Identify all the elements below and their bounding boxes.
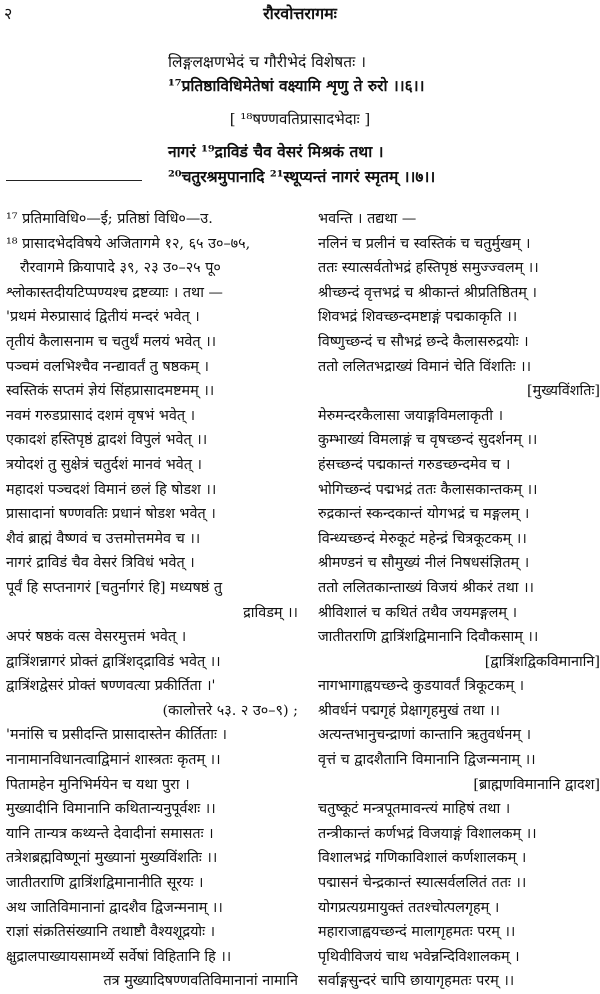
text-line: श्रीवर्धनं पद्मगृहं प्रेक्षागृहमुखं तथा ।। bbox=[318, 702, 500, 719]
text-line: भोगिच्छन्दं पद्मभद्रं ततः कैलासकान्तकम् ।। bbox=[318, 481, 538, 498]
text-line: पृथिवीविजयं चाथ भवेन्नन्दिविशालकम् । bbox=[318, 948, 520, 965]
text-line: द्राविडम् ।। bbox=[243, 604, 298, 621]
text-line: ततो ललितभद्राख्यं विमानं चेति विंशतिः ।। bbox=[318, 358, 532, 375]
verse-line: ¹⁷प्रतिष्ठाविधिमेतेषां वक्ष्यामि शृणु ते रुरो ।।६।। bbox=[168, 76, 425, 95]
text-line: मुख्यादीनि विमानानि कथितान्यनुपूर्वशः ।। bbox=[6, 801, 216, 818]
text-line: त्रयोदशं तु सुक्षेत्रं चतुर्दशं मानवं भवेत् । bbox=[6, 456, 202, 473]
text-line: सर्वाङ्गसुन्दरं चापि छायागृहमतः परम् ।। bbox=[318, 973, 515, 990]
page-number: २ bbox=[4, 4, 13, 23]
verse-line: नागरं ¹⁹द्राविडं चैव वेसरं मिश्रकं तथा । bbox=[168, 142, 384, 161]
footnote-column-right bbox=[318, 207, 600, 994]
text-line: नवमं गरुडप्रासादं दशमं वृषभं भवेत् । bbox=[6, 407, 196, 424]
text-line: क्षुद्रालपाख्यायसामर्थ्ये सर्वेषां विहितानि हि ।। bbox=[6, 948, 232, 965]
text-line: तत्रेशब्रह्मविष्णूनां मुख्यानां मुख्यविंशतिः ।। bbox=[6, 850, 218, 867]
text-line: ततः स्यात्सर्वतोभद्रं हस्तिपृष्ठं समुज्ज्वलम् ।। bbox=[318, 260, 539, 277]
text-line: पञ्चमं वलभिश्चैव नन्द्यावर्तं तु षष्ठकम् । bbox=[6, 358, 209, 375]
text-line: कुम्भाख्यं विमलाङ्गं च वृषच्छन्दं सुदर्शनम् ।। bbox=[318, 432, 538, 449]
text-line: द्वात्रिंशन्नागरं प्रोक्तं द्वात्रिंशद्द्राविडं भवेत् ।। bbox=[6, 653, 221, 670]
text-line: विशालभद्रं गणिकाविशालं कर्णशालकम् । bbox=[318, 850, 527, 867]
text-line: वृत्तं च द्वादशैतानि विमानानि द्विजन्मनाम् ।। bbox=[318, 752, 536, 769]
text-line: ¹⁸ प्रासादभेदविषये अजितागमे १२, ६५ उ०–७५, bbox=[6, 235, 251, 252]
text-line: यानि तान्यत्र कथ्यन्ते देवादीनां समासतः । bbox=[6, 825, 214, 842]
text-line: अत्यन्तभानुचन्द्राणां कान्तानि ऋतुवर्धनम् । bbox=[318, 727, 532, 744]
text-line: श्रीमण्डनं च सौमुख्यं नीलं निषधसंज्ञितम् । bbox=[318, 555, 530, 572]
running-title: रौरवोत्तरागमः bbox=[263, 4, 337, 23]
text-line: हंसच्छन्दं पद्मकान्तं गरुडच्छन्दमेव च । bbox=[318, 456, 511, 473]
text-line: रुद्रकान्तं स्कन्दकान्तं योगभद्रं च मङ्गलम् । bbox=[318, 506, 530, 523]
text-line: अथ जातिविमानानां द्वादशैव द्विजन्मनाम् ।। bbox=[6, 899, 223, 916]
text-line: ¹⁷ प्रतिमाविधि०—ई; प्रतिष्ठां विधि०—उ. bbox=[6, 211, 213, 227]
text-line: मेरुमन्दरकैलासा जयाङ्गविमलाकृती । bbox=[318, 407, 504, 424]
verse-line: लिङ्गलक्षणभेदं च गौरीभेदं विशेषतः । bbox=[168, 53, 367, 71]
text-line: (कालोत्तरे ५३. २ उ०–९) ; bbox=[162, 702, 298, 719]
text-line: चतुष्कूटं मन्त्रपूतमावन्त्यं माहिषं तथा । bbox=[318, 801, 511, 818]
text-line: 'प्रथमं मेरुप्रासादं द्वितीयं मन्दरं भवेत् । bbox=[6, 309, 200, 326]
text-line: नानामानविधानत्वाद्विमानं शास्त्रतः कृतम् ।। bbox=[6, 752, 221, 769]
text-line: राज्ञां संक्रतिसंख्यानि तथाष्टौ वैश्यशूद्रयोः । bbox=[6, 924, 216, 941]
text-line: पूर्वं हि सप्तनागरं [चतुर्नागरं हि] मध्यषष्ठं तु bbox=[6, 579, 223, 596]
text-line: जातीतराणि द्वात्रिंशद्विमानानीति सूरयः । bbox=[6, 875, 204, 892]
text-line: विष्णुच्छन्दं च सौभद्रं छन्दे कैलासरुद्रयोः । bbox=[318, 333, 529, 350]
text-line: नागरं द्राविडं चैव वेसरं त्रिविधं भवेत् । bbox=[6, 555, 195, 572]
text-line: नलिनं च प्रलीनं च स्वस्तिकं च चतुर्मुखम् । bbox=[318, 235, 531, 252]
text-line: श्रीविशालं च कथितं तथैव जयमङ्गलम् । bbox=[318, 604, 518, 621]
text-line: अपरं षष्ठकं वत्स वेसरमुत्तमं भवेत् । bbox=[6, 629, 187, 646]
footnote-column-left bbox=[6, 207, 298, 994]
text-line: तत्र मुख्यादिषण्णवतिविमानानां नामानि bbox=[103, 973, 298, 990]
text-line: प्रासादानां षण्णवतिः प्रधानं षोडश भवेत् । bbox=[6, 506, 216, 523]
text-line: एकादशं हस्तिपृष्ठं द्वादशं विपुलं भवेत् ।। bbox=[6, 432, 208, 449]
text-line: स्वस्तिकं सप्तमं ज्ञेयं सिंहप्रासादमष्टमम् ।। bbox=[6, 383, 215, 400]
section-heading: [ ¹⁸षण्णवतिप्रासादभेदाः ] bbox=[229, 110, 371, 128]
text-line: द्वात्रिंशद्वेसरं प्रोक्तं षण्णवत्या प्रकीर्तिता ।' bbox=[6, 678, 216, 695]
text-line: भवन्ति । तद्यथा — bbox=[318, 211, 417, 227]
text-line: श्लोकास्तदीयटिप्पण्यश्च द्रष्टव्याः । तथा — bbox=[6, 284, 223, 301]
text-line: पद्मासनं चेन्द्रकान्तं स्यात्सर्वललितं ततः ।। bbox=[318, 875, 527, 892]
text-line: नागभागाह्वयच्छन्दे कुडयावर्तं त्रिकूटकम् । bbox=[318, 678, 525, 695]
text-line: [द्वात्रिंशद्विकविमानानि] bbox=[484, 653, 600, 670]
text-line: महाराजाह्वयच्छन्दं मालागृहमतः परम् ।। bbox=[318, 924, 516, 941]
text-line: तन्त्रीकान्तं कर्णभद्रं विजयाङ्गं विशालकम् ।। bbox=[318, 825, 537, 842]
text-line: ततो ललितकान्ताख्यं विजयं श्रीकरं तथा ।। bbox=[318, 579, 534, 596]
text-line: 'मनांसि च प्रसीदन्ति प्रासादास्तेन कीर्तिताः । bbox=[6, 727, 227, 744]
text-line: शिवभद्रं शिवच्छन्दमष्टाङ्गं पद्मकाकृति ।। bbox=[318, 309, 518, 326]
text-line: महादशं पञ्चदशं विमानं छलं हि षोडश ।। bbox=[6, 481, 217, 498]
text-line: रौरवागमे क्रियापादे ३९, २३ उ०–२५ पू० bbox=[20, 260, 221, 277]
text-line: जातीतराणि द्वात्रिंशद्विमानानि दिवौकसाम् ।। bbox=[318, 629, 539, 646]
text-line: पितामहेन मुनिभिर्मयेन च यथा पुरा । bbox=[6, 776, 190, 793]
text-line: तृतीयं कैलासनाम च चतुर्थं मलयं भवेत् ।। bbox=[6, 333, 217, 350]
text-line: [मुख्यविंशतिः] bbox=[527, 383, 600, 400]
text-line: श्रीच्छन्दं वृत्तभद्रं च श्रीकान्तं श्रीप्रतिष्ठितम् । bbox=[318, 284, 537, 301]
footnote-rule bbox=[6, 180, 142, 181]
text-line: विन्ध्यच्छन्दं मेरुकूटं महेन्द्रं चित्रकूटकम् ।। bbox=[318, 530, 527, 547]
text-line: [ब्राह्मणविमानानि द्वादश] bbox=[473, 776, 600, 793]
text-line: योगप्रत्यग्रमायुक्तं ततश्चोत्पलगृहम् । bbox=[318, 899, 500, 916]
text-line: शैवं ब्राह्मं वैष्णवं च उत्तमोत्तममेव च ।। bbox=[6, 530, 201, 547]
verse-line: ²⁰चतुरश्रमुपानादि ²¹स्थूप्यन्तं नागरं स्मृतम् ।।७।। bbox=[168, 167, 436, 186]
